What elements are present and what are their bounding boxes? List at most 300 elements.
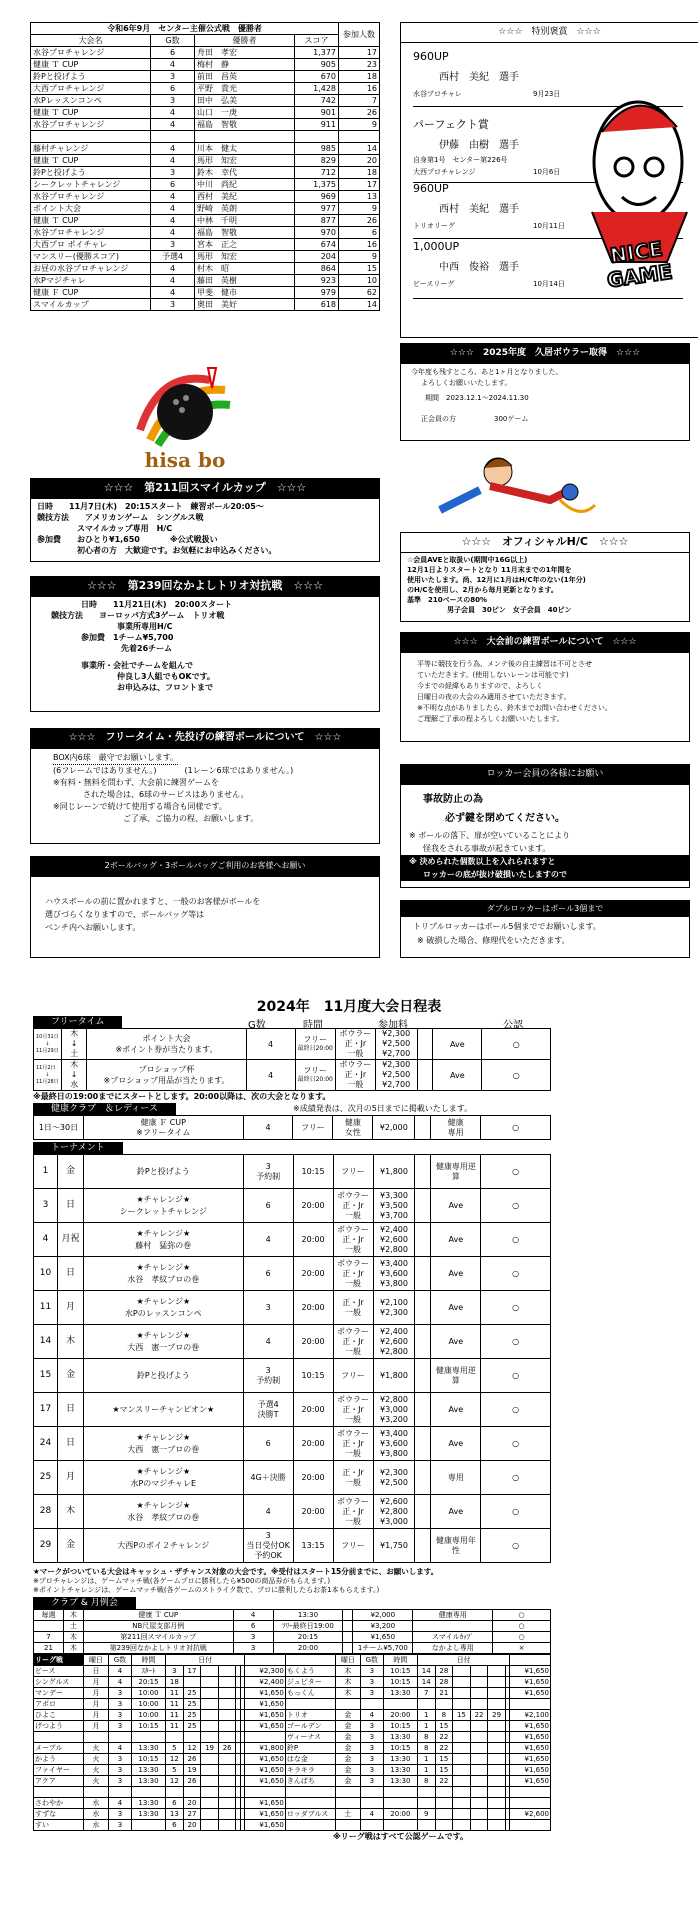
club-monthly-cell: 20:00 [273,1643,343,1654]
league-cell: ¥1,650 [510,1666,551,1677]
league-cell [84,1732,109,1743]
league-cell: 25 [183,1699,201,1710]
club-monthly-cell [34,1621,64,1632]
league-cell [488,1798,506,1809]
results-cell: 3 [151,167,195,179]
freetime-line2b: (1レーン6球ではありません。) [184,766,294,775]
trio-line3: 事業所専用H/C [117,622,173,631]
league-cell: ¥1,650 [510,1754,551,1765]
fee-type: 一般 [347,1049,364,1058]
tour-type: 健康専用逆算 [431,1359,481,1393]
club-monthly-cell: 健康 Ｔ CUP [83,1610,233,1621]
league-header-cell: 曜日 [335,1655,360,1666]
results-cell: お昼の水谷プロチャレンジ [31,263,151,275]
club-price: ¥2,000 [373,1116,415,1140]
results-cell: 健康 Ｔ CUP [31,107,151,119]
tour-fee [333,1189,373,1223]
spacer [415,1155,431,1189]
fee-price: ¥1,750 [379,1540,408,1550]
league-cell [453,1754,471,1765]
results-cell: 野崎 英朗 [195,203,295,215]
league-cell: 22 [470,1710,488,1721]
league-cell [285,1787,335,1798]
tour-day: 日 [57,1427,83,1461]
fee-type: ボウラー [337,1496,370,1506]
tournament-label: トーナメント [33,1142,123,1154]
league-cell [470,1721,488,1732]
league-cell: ¥1,650 [245,1688,286,1699]
results-cell: 14 [339,143,380,155]
league-cell: 3 [360,1721,383,1732]
results-cell: 鈴Pと投げよう [31,71,151,83]
league-row [34,1776,551,1787]
tour-auth: ○ [481,1359,551,1393]
league-cell: 11 [166,1688,184,1699]
official-hc-title: ☆☆☆ オフィシャルH/C ☆☆☆ [401,533,689,553]
freetime-dates [34,1060,62,1091]
league-cell: ひよこ [34,1710,84,1721]
fee-type: 正・Jr [342,1467,364,1477]
results-cell: 4 [151,107,195,119]
hc-line6: 男子会員 30ピン 女子会員 40ピン [447,606,572,614]
results-cell: 中川 尚紀 [195,179,295,191]
tour-price [373,1325,415,1359]
league-cell [470,1688,488,1699]
fee-price: ¥2,500 [382,1070,411,1079]
results-cell: 大西プロ ポイチャレ [31,239,151,251]
league-cell: 19 [183,1765,201,1776]
league-cell: 鈴P [285,1743,335,1754]
tournament-row [34,1495,551,1529]
league-cell: 木 [335,1677,360,1688]
league-cell: ¥1,800 [245,1743,286,1754]
results-cell: 健康 Ｔ CUP [31,215,151,227]
results-cell: 1,377 [295,47,339,59]
league-cell: メーブル [34,1743,84,1754]
league-cell: 金 [335,1743,360,1754]
trio-line8: お申込みは、フロントまで [117,683,213,692]
tour-auth: ○ [481,1427,551,1461]
tournament-row [34,1427,551,1461]
league-cell: ¥2,300 [245,1666,286,1677]
results-cell: 17 [339,179,380,191]
results-row [31,191,380,203]
league-cell: ¥2,600 [510,1809,551,1820]
award-name: 960UP [413,50,449,63]
results-cell: 藤村チャレンジ [31,143,151,155]
league-cell: マンデー [34,1688,84,1699]
tournament-row [34,1189,551,1223]
results-cell: 15 [339,263,380,275]
club-type1: 健康 [447,1117,464,1127]
results-title: 令和6年9月 センター主催公式戦 優勝者 [31,23,339,35]
league-table [33,1654,551,1831]
practice-line: 平等に競技を行う為、メンテ後の自主練習は不可とさせ [417,660,592,668]
practice-line: ※不明な点がありましたら、鈴木までお問い合わせください。 [417,704,612,712]
league-cell [488,1743,506,1754]
tour-fee: フリー [333,1359,373,1393]
fee-price: ¥3,400 [379,1258,408,1268]
tour-price [373,1189,415,1223]
results-row [31,215,380,227]
results-cell [195,131,295,143]
league-cell: 10:00 [131,1688,165,1699]
fee-type: 一般 [345,1307,362,1317]
double-locker-line1: トリプルロッカーはボール5個まででお願いします。 [413,922,601,931]
award-name: 1,000UP [413,240,460,253]
results-cell: 山口 一庚 [195,107,295,119]
results-cell: 7 [339,95,380,107]
tour-name [83,1529,243,1563]
league-cell [218,1710,236,1721]
date-start: 10月31日 [36,1033,59,1040]
tour-day: 日 [57,1393,83,1427]
league-cell: 10:15 [383,1743,417,1754]
results-cell: スマイルカップ [31,299,151,311]
results-cell: 甲斐 健市 [195,287,295,299]
fee-type: 正・Jr [342,1506,364,1516]
club-monthly-cell: 3 [233,1632,273,1643]
results-cell: 901 [295,107,339,119]
league-cell [470,1787,488,1798]
practice-line: ご理解ご了承の程よろしくお願いいたします。 [417,715,564,723]
league-cell [201,1765,219,1776]
bowling-ball-icon [130,360,240,450]
tour-day: 月祝 [57,1223,83,1257]
hdr-fee: 参加料 [378,1020,408,1031]
ballbag-line3: ベンチ内へお願いします。 [45,923,141,932]
spacer [417,1029,433,1060]
league-cell: 25 [183,1721,201,1732]
league-cell [435,1798,453,1809]
freetime-line2: (6フレームではありません。) [53,766,157,775]
league-cell: 5 [166,1743,184,1754]
smile-line5: 初心者の方 大歓迎です。お気軽にお申込みください。 [77,546,277,555]
results-cell: 大西プロチャレンジ [31,83,151,95]
results-cell: 26 [339,107,380,119]
freetime-title: ☆☆☆ フリータイム・先投げの練習ボールについて ☆☆☆ [31,729,379,749]
league-cell: ビース [34,1666,84,1677]
league-cell [488,1820,506,1831]
results-cell: 中林 千明 [195,215,295,227]
club-monthly-cell: ¥1,650 [353,1632,413,1643]
tour-g-main: 6 [265,1268,271,1278]
results-cell: 977 [295,203,339,215]
tour-g [243,1529,293,1563]
results-cell: 平野 貴光 [195,83,295,95]
fee-price: ¥2,300 [379,1307,408,1317]
club-monthly-cell [343,1643,353,1654]
spacer [415,1461,431,1495]
hdr-time: 時間 [303,1020,323,1031]
league-cell: ¥1,650 [245,1754,286,1765]
locker-line3: ※ ボールの落下、扉が空いていることにより [409,831,571,840]
league-cell: 3 [109,1809,132,1820]
practice-line: 今までの経緯もありますので、よろしく [417,682,543,690]
results-cell: 6 [151,179,195,191]
fee-type: 正・Jr [342,1404,364,1414]
locker-line5: ※ 決められた個数以上を入れられますと [401,855,689,868]
league-cell: ジュピター [285,1677,335,1688]
tour-event: 鈴Pと投げよう [136,1370,190,1380]
results-row [31,47,380,59]
tour-date: 15 [34,1359,58,1393]
tour-name [83,1291,243,1325]
results-cell: 舟田 孝宏 [195,47,295,59]
kubo-line2: よろしくお願いいたします。 [421,379,512,387]
award-winner: 西村 美紀 選手 [439,204,519,215]
league-cell: きんぱち [285,1776,335,1787]
results-cell: 13 [339,191,380,203]
league-cell: 金 [335,1754,360,1765]
tour-date: 24 [34,1427,58,1461]
results-cell: 4 [151,143,195,155]
league-cell [131,1820,165,1831]
league-cell: 8 [417,1743,435,1754]
results-cell: 予選4 [151,251,195,263]
fee-price: ¥3,500 [379,1200,408,1210]
club-monthly-cell: 土 [63,1621,83,1632]
tour-g-sub: 予約制 [256,1171,281,1181]
tour-prefix: ★チャレンジ★ [136,1228,191,1238]
tour-g [243,1155,293,1189]
date-end: 11月28日 [36,1078,59,1085]
trio-line4: 参加費 1チーム¥5,700 [81,633,174,642]
tour-g-sub: 予約制 [256,1375,281,1385]
results-cell: 670 [295,71,339,83]
league-cell: 8 [435,1710,453,1721]
results-row [31,59,380,71]
freetime-note: ※最終日の19:00までにスタートとします。20:00以降は、次の大会となります。 [33,1092,331,1101]
results-header: 参加人数 [339,23,380,47]
club-monthly-cell: 木 [63,1632,83,1643]
tour-name [83,1495,243,1529]
league-cell [183,1787,201,1798]
league-cell: 4 [360,1710,383,1721]
league-cell: 25 [183,1710,201,1721]
club-monthly-cell [413,1621,493,1632]
date-end: 11月29日 [36,1047,59,1054]
spacer [245,1655,286,1666]
results-row [31,203,380,215]
results-cell: 福島 智敬 [195,119,295,131]
league-cell: 3 [360,1743,383,1754]
fee-type: 正・Jr [344,1070,367,1079]
tour-prefix: ★チャレンジ★ [136,1330,191,1340]
league-cell: 3 [360,1688,383,1699]
club-monthly-cell: ○ [493,1621,551,1632]
results-row [31,155,380,167]
league-cell: 火 [84,1743,109,1754]
fee-price: ¥2,800 [379,1346,408,1356]
league-cell: さわやか [34,1798,84,1809]
league-cell [201,1776,219,1787]
league-cell: ¥1,650 [245,1798,286,1809]
results-cell: 6 [151,83,195,95]
trio-panel [30,576,380,712]
league-cell [218,1732,236,1743]
club-monthly-cell: ¥3,200 [353,1621,413,1632]
fee-type: 正・Jr [342,1234,364,1244]
tour-g [243,1325,293,1359]
league-cell [470,1677,488,1688]
hdr-g: G数 [248,1020,266,1031]
league-cell: 20 [183,1820,201,1831]
freetime-line3: ※有料・無料を問わず、大会前に練習ゲームを [53,778,220,787]
league-cell: 金 [335,1765,360,1776]
league-cell [488,1787,506,1798]
league-cell: 14 [417,1666,435,1677]
results-cell: 18 [339,167,380,179]
results-cell: 10 [339,275,380,287]
league-cell [435,1809,453,1820]
league-cell: ¥1,650 [510,1688,551,1699]
league-cell: ヴィーナス [285,1732,335,1743]
league-cell: 13:30 [383,1776,417,1787]
tour-fee: フリー [333,1155,373,1189]
league-row [34,1721,551,1732]
league-cell [510,1787,551,1798]
tour-prefix: ★チャレンジ★ [136,1432,191,1442]
tour-auth: ○ [481,1155,551,1189]
club-table [33,1115,551,1140]
smile-line1: 日時 11月7日(木) 20:15スタート 練習ボール20:05～ [37,502,264,511]
league-cell [417,1699,435,1710]
results-cell: 923 [295,275,339,287]
league-cell: 4 [360,1809,383,1820]
league-cell [201,1699,219,1710]
league-cell: 1 [417,1721,435,1732]
tour-name [83,1359,243,1393]
results-cell: 健康 Ｔ CUP [31,155,151,167]
spacer [415,1529,431,1563]
freetime-row [34,1060,551,1091]
league-cell: 20 [183,1798,201,1809]
league-cell: 日 [84,1666,109,1677]
tour-fee: フリー [333,1529,373,1563]
results-cell: 905 [295,59,339,71]
event-prices [375,1029,417,1060]
league-cell: 8 [417,1732,435,1743]
league-cell: キラキラ [285,1765,335,1776]
freetime-line6: ご了承、ご協力の程、お願いします。 [123,814,259,823]
practice-line: 日曜日の夜の大会のみ適用させていただきます。 [417,693,571,701]
tour-type: 健康専用年性 [431,1529,481,1563]
league-cell: 26 [183,1776,201,1787]
league-cell [201,1820,219,1831]
event-name: ポイント大会 [142,1034,191,1043]
tournament-row [34,1461,551,1495]
freetime-days [61,1029,87,1060]
tour-g [243,1257,293,1291]
results-cell: 877 [295,215,339,227]
tour-g-main: 3 [265,1530,271,1540]
league-header-cell: 日付 [417,1655,509,1666]
fee-type: 正・Jr [342,1336,364,1346]
nice-game-sticker [582,72,694,302]
results-cell: 川本 健太 [195,143,295,155]
hdr-auth: 公認 [503,1020,523,1031]
league-cell: 月 [84,1688,109,1699]
event-time-1: フリー [303,1035,328,1044]
results-cell: 4 [151,287,195,299]
club-monthly-cell: ○ [493,1610,551,1621]
day-start: 木 [70,1060,79,1069]
league-cell [510,1820,551,1831]
practice-line: ていただきます。(使用しないレーンは可能です) [417,671,569,679]
results-header: 優勝者 [195,35,295,47]
results-cell: 奥田 美好 [195,299,295,311]
event-prices [375,1060,417,1091]
spacer [415,1393,431,1427]
league-cell: ロッダブルス [285,1809,335,1820]
league-cell: 12 [166,1776,184,1787]
league-cell [510,1798,551,1809]
league-cell: 4 [109,1666,132,1677]
tour-event: 大西Pのポイ２チャレンジ [117,1540,210,1550]
tournament-row [34,1359,551,1393]
league-row [34,1820,551,1831]
bowler-icon [420,450,600,530]
club-monthly-cell: ○ [493,1632,551,1643]
club-monthly-cell: × [493,1643,551,1654]
league-cell [470,1798,488,1809]
results-cell: 水谷プロチャレンジ [31,191,151,203]
club-monthly-cell: 13:30 [273,1610,343,1621]
league-cell: 22 [435,1743,453,1754]
kubo-line1: 今年度も残すところ、あと1ヶ月となりました。 [411,368,563,376]
league-cell: ¥2,400 [245,1677,286,1688]
league-row [34,1798,551,1809]
results-row [31,239,380,251]
tour-name [83,1325,243,1359]
tour-date: 3 [34,1189,58,1223]
club-monthly-cell [343,1632,353,1643]
results-cell: 985 [295,143,339,155]
tour-g [243,1495,293,1529]
league-cell: 1 [417,1765,435,1776]
results-cell: 梅村 静 [195,59,295,71]
results-cell: 藤田 英樹 [195,275,295,287]
tour-type: Ave [431,1325,481,1359]
fee-type: ボウラー [337,1326,370,1336]
fee-type: 一般 [345,1448,362,1458]
league-cell [131,1787,165,1798]
league-cell: 11 [166,1710,184,1721]
kubo-games: 300ゲーム [494,415,529,423]
results-cell: 1,375 [295,179,339,191]
league-cell [488,1765,506,1776]
league-cell [201,1732,219,1743]
club-monthly-row [34,1621,551,1632]
double-locker-panel [400,900,690,958]
tour-date: 1 [34,1155,58,1189]
award-event: 大西プロチャレンジ [413,168,476,176]
event-note: ※ポイント券が当たります。 [115,1045,218,1054]
league-cell [218,1820,236,1831]
results-row [31,95,380,107]
event-auth: ○ [482,1029,551,1060]
club-monthly-cell: 6 [233,1621,273,1632]
results-cell: 4 [151,119,195,131]
fee-price: ¥2,800 [379,1394,408,1404]
league-header-cell: G数 [360,1655,383,1666]
award-extra: 自身第1号 センター第226号 [413,156,508,164]
league-cell: 10:00 [131,1699,165,1710]
league-cell [453,1798,471,1809]
league-row [34,1809,551,1820]
tour-time: 20:00 [293,1325,333,1359]
